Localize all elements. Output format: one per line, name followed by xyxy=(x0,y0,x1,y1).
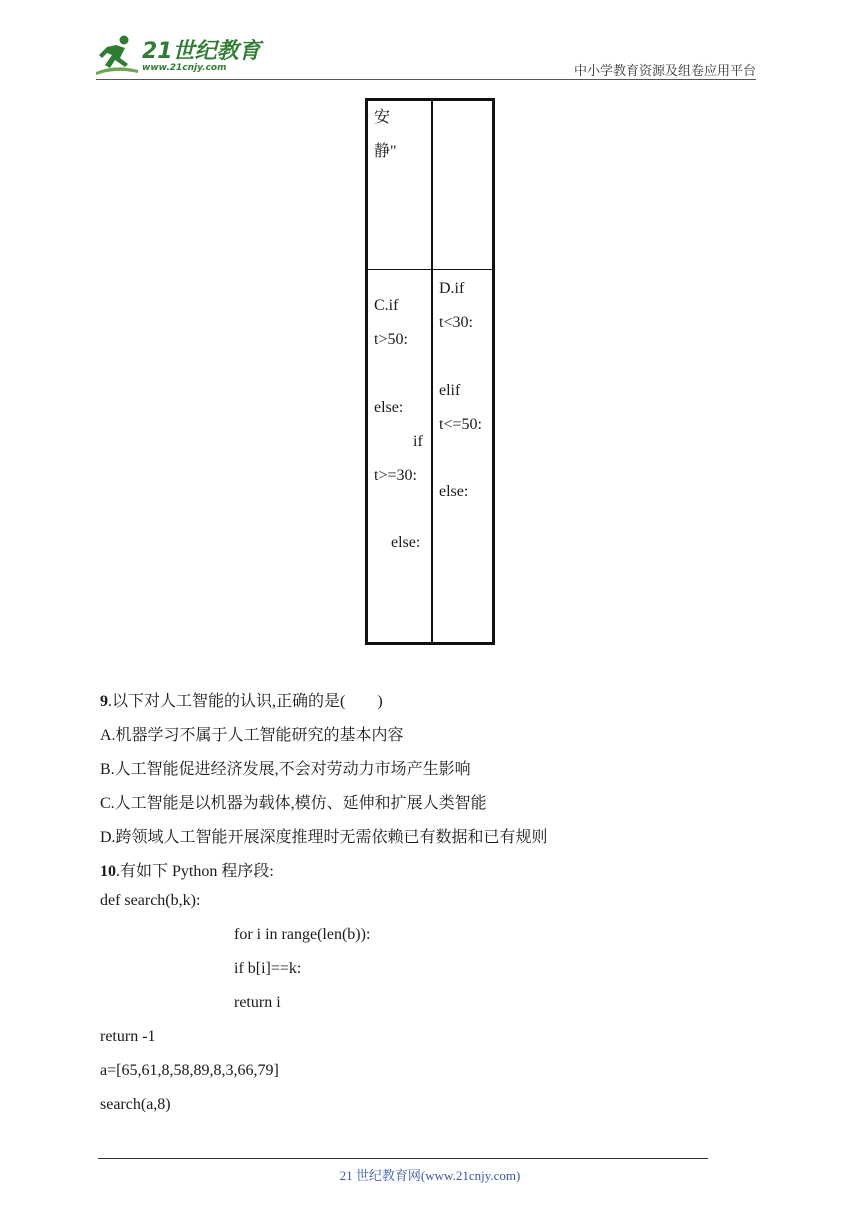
question-9-option-a: A.机器学习不属于人工智能研究的基本内容 xyxy=(100,727,404,744)
question-9-option-c: C.人工智能是以机器为载体,模仿、延伸和扩展人类智能 xyxy=(100,795,487,812)
header-divider xyxy=(96,79,756,80)
option-c-line: t>50: xyxy=(374,331,408,348)
code-line: return -1 xyxy=(100,1028,156,1045)
page-header xyxy=(0,0,860,80)
site-logo[interactable] xyxy=(94,34,264,76)
question-10-number: 10 xyxy=(100,863,116,880)
option-d-line: t<30: xyxy=(439,314,473,331)
code-line: def search(b,k): xyxy=(100,892,201,909)
option-d-line: t<=50: xyxy=(439,416,482,433)
question-9-text: .以下对人工智能的认识,正确的是( ) xyxy=(108,693,383,710)
option-c-line: else: xyxy=(391,534,421,551)
code-line: a=[65,61,8,58,89,8,3,66,79] xyxy=(100,1062,279,1079)
table-column-divider xyxy=(431,100,433,643)
question-9-number: 9 xyxy=(100,693,108,710)
question-9-stem xyxy=(100,688,383,711)
table-cell-text: 安 xyxy=(374,109,391,126)
question-9-option-b: B.人工智能促进经济发展,不会对劳动力市场产生影响 xyxy=(100,761,471,778)
question-10-stem xyxy=(100,858,274,881)
table-row-divider xyxy=(367,269,493,270)
code-line: for i in range(len(b)): xyxy=(234,926,371,943)
footer-divider xyxy=(98,1158,708,1159)
logo-wordmark: 21世纪教育 xyxy=(142,39,261,64)
runner-logo-icon xyxy=(94,34,140,76)
table-cell-text: 静" xyxy=(374,143,397,160)
option-d-line: D.if xyxy=(439,280,465,297)
options-table xyxy=(365,98,495,645)
code-line: search(a,8) xyxy=(100,1096,171,1113)
platform-tagline: 中小学教育资源及组卷应用平台 xyxy=(573,64,756,79)
option-c-line: t>=30: xyxy=(374,467,417,484)
code-line: if b[i]==k: xyxy=(234,960,302,977)
option-c-line: C.if xyxy=(374,297,399,314)
question-10-text: .有如下 Python 程序段: xyxy=(116,863,274,880)
option-c-line: if xyxy=(413,433,423,450)
logo-url: www.21cnjy.com xyxy=(142,63,227,73)
option-d-line: else: xyxy=(439,483,469,500)
option-d-line: elif xyxy=(439,382,461,399)
code-line: return i xyxy=(234,994,281,1011)
question-9-option-d: D.跨领域人工智能开展深度推理时无需依赖已有数据和已有规则 xyxy=(100,829,548,846)
option-c-line: else: xyxy=(374,399,404,416)
footer-link[interactable]: 21 世纪教育网(www.21cnjy.com) xyxy=(339,1168,521,1183)
